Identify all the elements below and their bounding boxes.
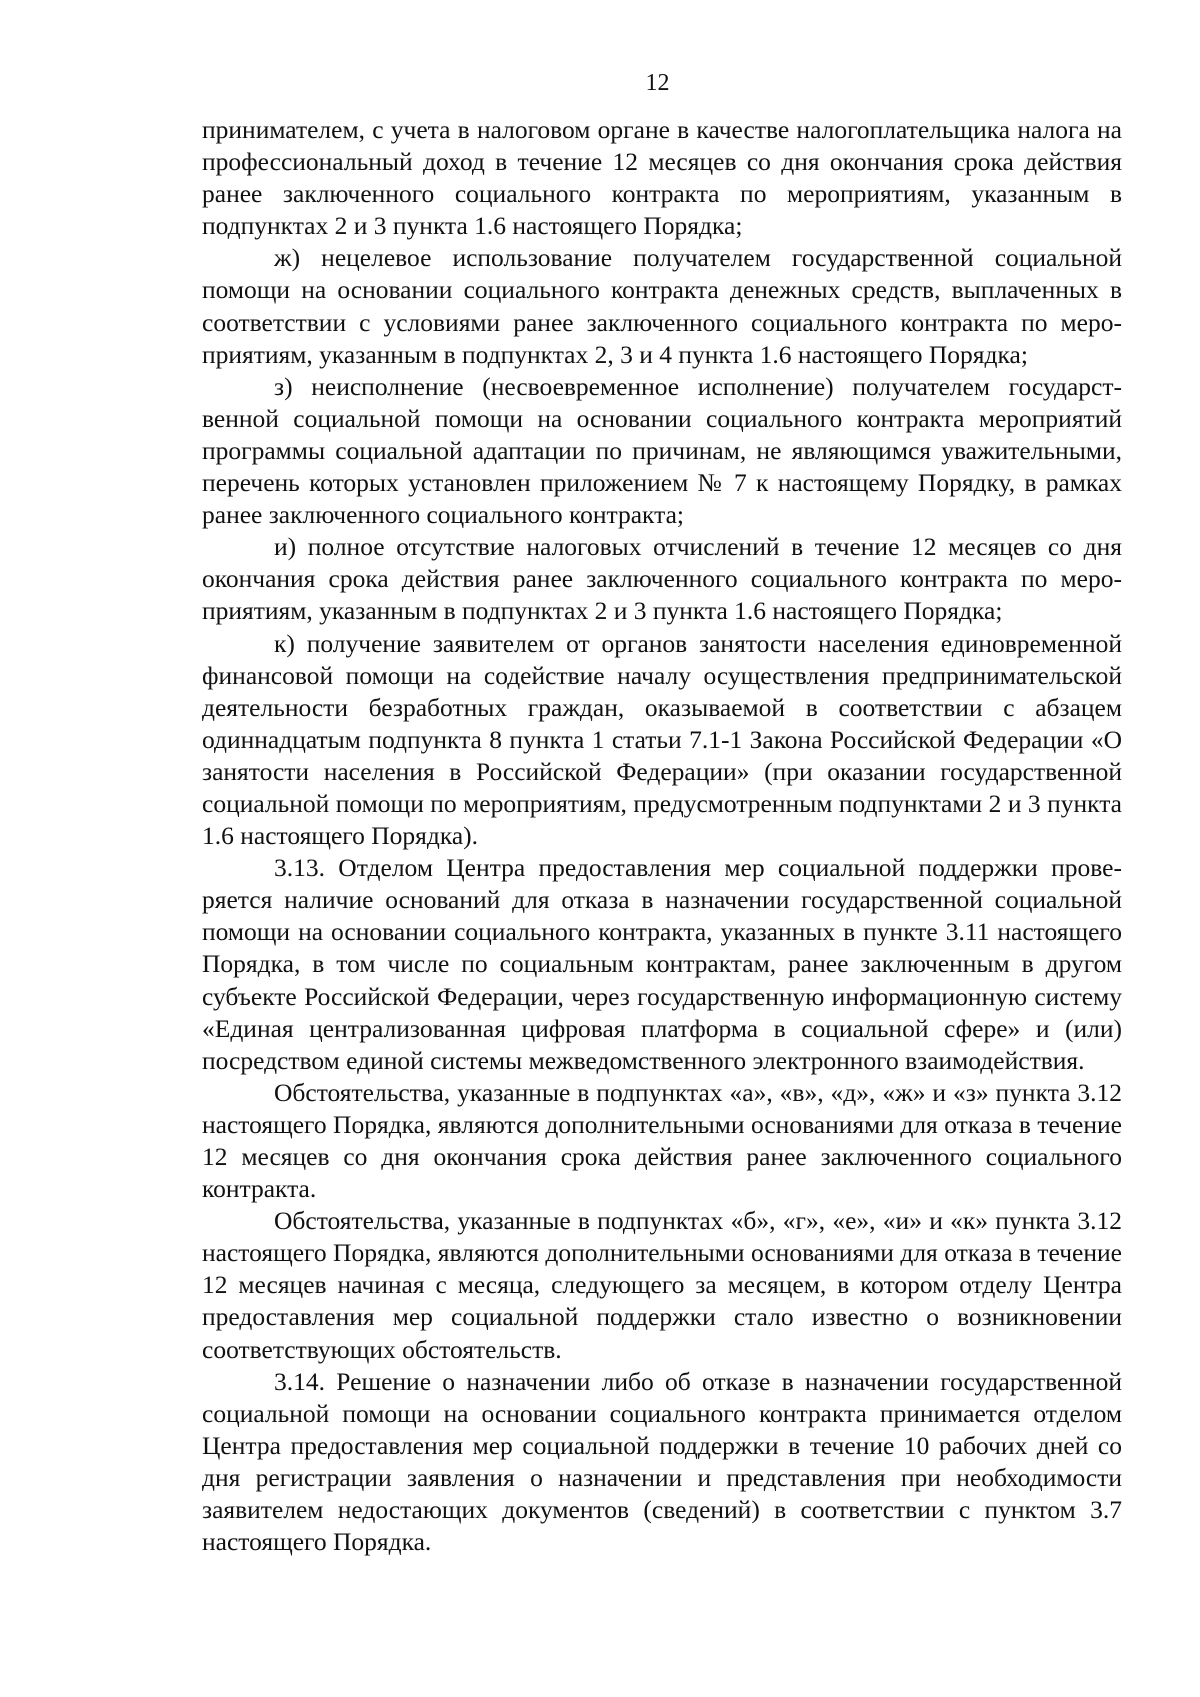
- page-number: 12: [645, 70, 670, 96]
- paragraph-continuation: принимателем, с учета в налоговом органе в качестве налогоплательщика налога на профессиональный доход в течение 12 месяцев со дня окончания срока действия ранее заключенного социального контракта по мероприятиям, указанным в подпунктах 2 и 3 пункта 1.6 настоящего Порядка;: [202, 115, 1122, 241]
- paragraph-item-z: з) неисполнение (несвоевременное исполнение) получателем государственной социальной помощи на основании социального контракта мероприятий программы социальной адаптации по причинам, не являющимся уважительными, перечень которых установлен приложением № 7 к настоящему Порядку, в рамках ранее заключенного социального контракта;: [202, 371, 1122, 530]
- paragraph-item-zh: ж) нецелевое использование получателем государственной социальной помощи на основании социального контракта денежных средств, выплаченных в соответствии с условиями ранее заключенного социального контракта по мероприятиям, указанным в подпунктах 2, 3 и 4 пункта 1.6 настоящего Порядка;: [202, 243, 1122, 369]
- paragraph-clause-3-13: 3.13. Отделом Центра предоставления мер социальной поддержки проверяется наличие оснований для отказа в назначении государственной социальной помощи на основании социального контракта, указанных в пункте 3.11 настоящего Порядка, в том числе по социальным контрактам, ранее заключенным в другом субъекте Российской Федерации, через государственную информационную систему «Единая централизованная цифровая платформа в социальной сфере» и (или) посредством единой системы межведомственного электронного взаимодействия.: [202, 853, 1122, 1075]
- document-body: [202, 114, 1122, 1558]
- paragraph-circumstances-2: Обстоятельства, указанные в подпунктах «б», «г», «е», «и» и «к» пункта 3.12 настоящего Порядка, являются дополнительными основаниями для отказа в течение 12 месяцев начиная с месяца, следующего за месяцем, в котором отделу Центра предоставления мер социальной поддержки стало известно о возникновении соответствующих обстоятельств.: [202, 1206, 1122, 1364]
- paragraph-item-k: к) получение заявителем от органов занятости населения единовременной финансовой помощи на содействие началу осуществления предпринимательской деятельности безработных граждан, оказываемой в соответствии с абзацем одиннадцатым подпункта 8 пункта 1 статьи 7.1-1 Закона Российской Федерации «О занятости населения в Российской Федерации» (при оказании государственной социальной помощи по мероприятиям, предусмотренным подпунктами 2 и 3 пункта 1.6 настоящего Порядка).: [202, 628, 1122, 851]
- paragraph-item-i: и) полное отсутствие налоговых отчислений в течение 12 месяцев со дня окончания срока действия ранее заключенного социального контракта по мероприятиям, указанным в подпунктах 2 и 3 пункта 1.6 настоящего Порядка;: [202, 532, 1122, 626]
- paragraph-circumstances-1: Обстоятельства, указанные в подпунктах «а», «в», «д», «ж» и «з» пункта 3.12 настоящего Порядка, являются дополнительными основаниями для отказа в течение 12 месяцев со дня окончания срока действия ранее заключенного социального контракта.: [202, 1077, 1122, 1204]
- paragraph-clause-3-14: 3.14. Решение о назначении либо об отказе в назначении государственной социальной помощи на основании социального контракта принимается отделом Центра предоставления мер социальной поддержки в течение 10 рабочих дней со дня регистрации заявления о назначении и представления при необходимости заявителем недостающих документов (сведений) в соответствии с пунктом 3.7 настоящего Порядка.: [202, 1366, 1122, 1557]
